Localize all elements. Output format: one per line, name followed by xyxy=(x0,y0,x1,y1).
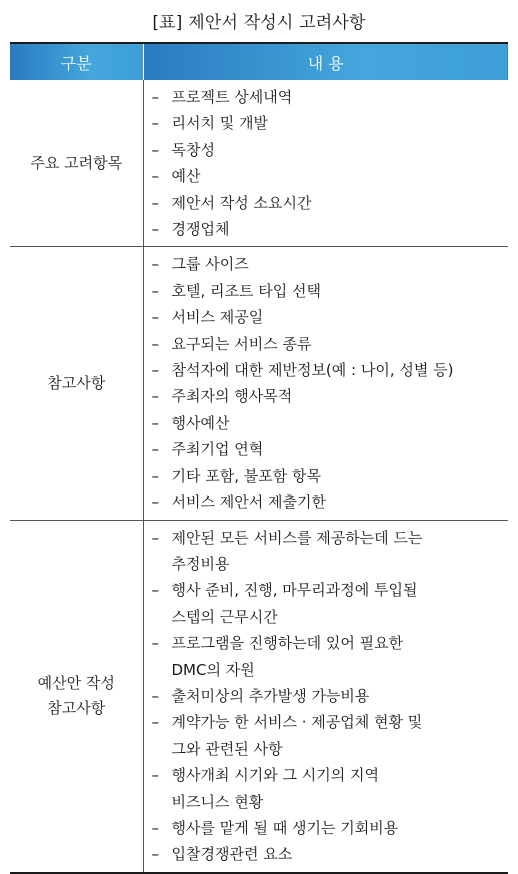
dash-bullet-icon: – xyxy=(151,766,159,785)
list-item-text: 서비스 제안서 제출기한 xyxy=(171,493,326,512)
list-item xyxy=(152,163,509,189)
list-item-text: 호텔, 리조트 타입 선택 xyxy=(171,281,321,300)
list-item xyxy=(152,815,509,841)
list-item-text: 행사예산 xyxy=(171,413,230,432)
list-item xyxy=(152,683,509,709)
category-cell xyxy=(10,247,143,520)
content-cell xyxy=(143,80,508,247)
considerations-table xyxy=(10,42,508,874)
content-cell xyxy=(143,247,508,520)
list-item xyxy=(152,436,509,462)
dash-bullet-icon: – xyxy=(151,528,159,547)
content-cell xyxy=(143,520,508,873)
list-item-text: 예산 xyxy=(171,167,201,186)
list-item-text: 행사개최 시기와 그 시기의 지역 xyxy=(171,766,379,785)
list-item-text-continued: 스텝의 근무시간 xyxy=(171,607,278,626)
list-item xyxy=(152,489,509,515)
list-item xyxy=(152,84,509,110)
dash-bullet-icon: – xyxy=(151,413,159,432)
dash-bullet-icon: – xyxy=(151,713,159,732)
dash-bullet-icon: – xyxy=(151,440,159,459)
list-item-text: 입찰경쟁관련 요소 xyxy=(171,845,293,864)
dash-bullet-icon: – xyxy=(151,387,159,406)
list-item-text: 행사를 맡게 될 때 생기는 기회비용 xyxy=(171,818,399,837)
item-list xyxy=(152,84,509,242)
category-cell xyxy=(10,520,143,873)
list-item xyxy=(152,525,509,578)
list-item xyxy=(152,137,509,163)
list-item-text: 행사 준비, 진행, 마무리과정에 투입될 xyxy=(171,581,418,600)
table-caption: [표] 제안서 작성시 고려사항 xyxy=(152,13,366,33)
dash-bullet-icon: – xyxy=(151,167,159,186)
list-item-text: 제안된 모든 서비스를 제공하는데 드는 xyxy=(171,528,423,547)
dash-bullet-icon: – xyxy=(151,493,159,512)
dash-bullet-icon: – xyxy=(151,281,159,300)
list-item-text: 리서치 및 개발 xyxy=(171,114,268,133)
list-item xyxy=(152,410,509,436)
list-item-text: 출처미상의 추가발생 가능비용 xyxy=(171,686,370,705)
dash-bullet-icon: – xyxy=(151,466,159,485)
list-item-text: 주최자의 행사목적 xyxy=(171,387,293,406)
list-item-text: 참석자에 대한 제반정보(예 : 나이, 성별 등) xyxy=(171,361,454,380)
category-label: 참고사항 xyxy=(47,699,106,718)
list-item-text: 제안서 작성 소요시간 xyxy=(171,193,312,212)
list-item xyxy=(152,630,509,683)
item-list xyxy=(152,525,509,868)
category-label: 참고사항 xyxy=(47,373,106,392)
list-item xyxy=(152,577,509,630)
dash-bullet-icon: – xyxy=(151,581,159,600)
list-item xyxy=(152,709,509,762)
list-item-text: 주최기업 연혁 xyxy=(171,440,264,459)
list-item-text-continued: 추정비용 xyxy=(171,554,230,573)
item-list xyxy=(152,251,509,515)
dash-bullet-icon: – xyxy=(151,818,159,837)
list-item xyxy=(152,762,509,815)
header-category: 구분 xyxy=(10,43,143,80)
table-header-row xyxy=(10,43,508,80)
dash-bullet-icon: – xyxy=(151,308,159,327)
list-item xyxy=(152,190,509,216)
table-row xyxy=(10,520,508,873)
category-label: 주요 고려항목 xyxy=(30,153,123,172)
list-item xyxy=(152,110,509,136)
list-item xyxy=(152,216,509,242)
list-item-text: 요구되는 서비스 종류 xyxy=(171,334,312,353)
list-item xyxy=(152,251,509,277)
dash-bullet-icon: – xyxy=(151,634,159,653)
list-item-text: 독창성 xyxy=(171,140,215,159)
dash-bullet-icon: – xyxy=(151,845,159,864)
list-item-text: 경쟁업체 xyxy=(171,220,230,239)
dash-bullet-icon: – xyxy=(151,88,159,106)
list-item-text: 프로그램을 진행하는데 있어 필요한 xyxy=(171,634,404,653)
list-item-text-continued: 비즈니스 현황 xyxy=(171,792,264,811)
dash-bullet-icon: – xyxy=(151,220,159,239)
list-item xyxy=(152,331,509,357)
list-item xyxy=(152,383,509,409)
table-row xyxy=(10,247,508,520)
table-row xyxy=(10,80,508,247)
dash-bullet-icon: – xyxy=(151,686,159,705)
dash-bullet-icon: – xyxy=(151,140,159,159)
dash-bullet-icon: – xyxy=(151,193,159,212)
list-item-text-continued: DMC의 자원 xyxy=(171,660,255,679)
category-cell xyxy=(10,80,143,247)
list-item xyxy=(152,841,509,867)
list-item xyxy=(152,278,509,304)
list-item xyxy=(152,357,509,383)
list-item-text-continued: 그와 관련된 사항 xyxy=(171,739,283,758)
list-item xyxy=(152,304,509,330)
list-item-text: 서비스 제공일 xyxy=(171,308,264,327)
dash-bullet-icon: – xyxy=(151,334,159,353)
list-item-text: 프로젝트 상세내역 xyxy=(171,88,293,106)
list-item-text: 기타 포함, 불포함 항목 xyxy=(171,466,321,485)
category-label: 예산안 작성 xyxy=(37,674,115,693)
dash-bullet-icon: – xyxy=(151,114,159,133)
header-content: 내 용 xyxy=(143,43,508,80)
list-item xyxy=(152,463,509,489)
list-item-text: 그룹 사이즈 xyxy=(171,255,249,274)
list-item-text: 계약가능 한 서비스 · 제공업체 현황 및 xyxy=(171,713,423,732)
table-body xyxy=(10,80,508,873)
dash-bullet-icon: – xyxy=(151,361,159,380)
dash-bullet-icon: – xyxy=(151,255,159,274)
